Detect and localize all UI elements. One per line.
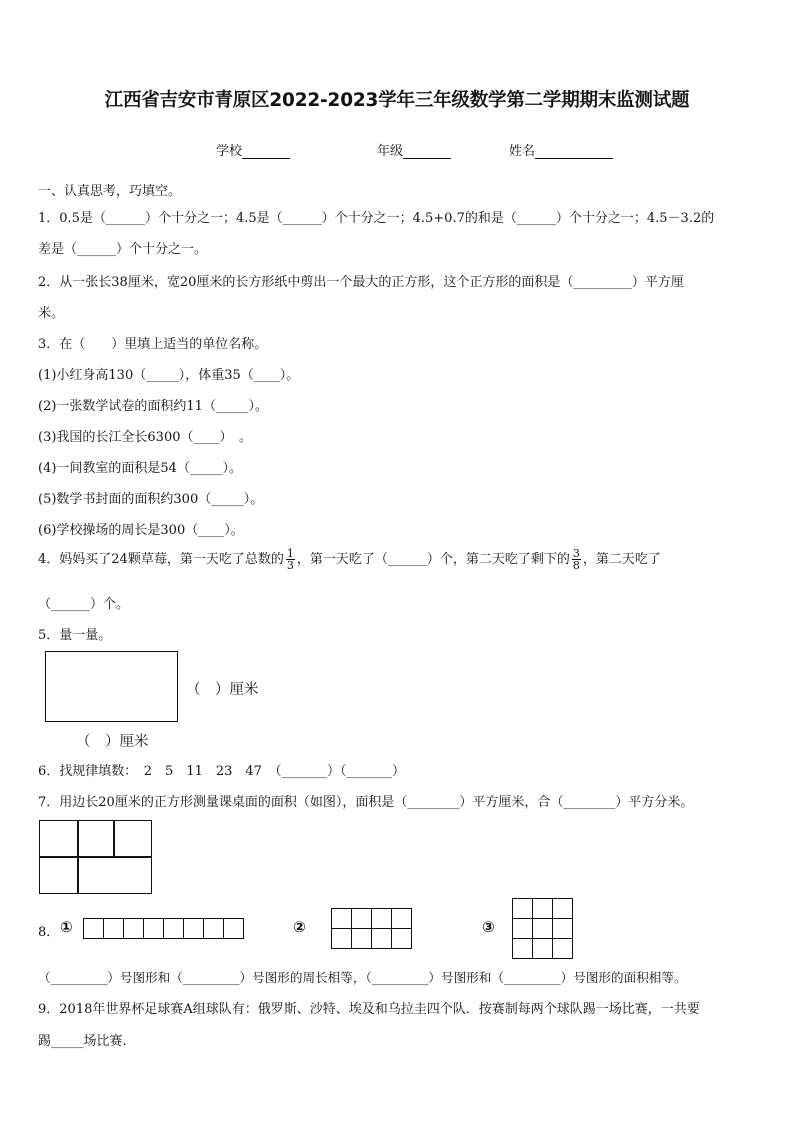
- figure-2-cell: [391, 928, 412, 949]
- question-4-line-1: [38, 548, 661, 571]
- question-7: 7．用边长20厘米的正方形测量课桌面的面积（如图），面积是（________）平方厘米，合（________）平方分米。: [38, 795, 694, 810]
- question-9-line-1: 9．2018年世界杯足球赛A组球队有：俄罗斯、沙特、埃及和乌拉圭四个队．按赛制每两个球队踢一场比赛，一共要: [38, 1002, 700, 1017]
- question-1-line-1: 1．0.5是（______）个十分之一；4.5是（______）个十分之一；4.5+0.7的和是（______）个十分之一；4.5－3.2的: [38, 211, 715, 226]
- rectangle-width-answer: （ ）厘米: [186, 682, 259, 698]
- figure-3-cell: [552, 898, 573, 919]
- figure-2-cell: [371, 928, 392, 949]
- fraction-denominator: 3: [286, 559, 294, 572]
- school-blank[interactable]: [242, 145, 290, 159]
- measuring-square: [77, 820, 115, 858]
- figure-2-cell: [351, 908, 372, 929]
- figure-1-cell: [123, 918, 144, 939]
- question-3-heading: 3．在（ ）里填上适当的单位名称。: [38, 337, 268, 352]
- name-label: 姓名: [509, 144, 536, 159]
- school-field: [216, 140, 290, 159]
- figure-1-cell: [103, 918, 124, 939]
- measure-rectangle: [45, 651, 178, 722]
- question-2-line-1: 2．从一张长38厘米，宽20厘米的长方形纸中剪出一个最大的正方形，这个正方形的面积是（_________）平方厘: [38, 275, 684, 290]
- unmeasured-area: [77, 856, 152, 894]
- figure-3-label: ③: [482, 918, 495, 936]
- figure-2-cell: [371, 908, 392, 929]
- question-3-item-6: (6)学校操场的周长是300（____）。: [38, 523, 244, 538]
- question-4-part-1: 4．妈妈买了24颗草莓，第一天吃了总数的: [38, 552, 284, 567]
- measuring-square: [113, 820, 152, 858]
- figure-3-cell: [512, 938, 533, 959]
- question-3-item-2: (2)一张数学试卷的面积约11（_____）。: [38, 399, 268, 414]
- name-blank[interactable]: [535, 145, 613, 159]
- figure-2-cell: [351, 928, 372, 949]
- figure-2-label: ②: [293, 918, 306, 936]
- question-9-line-2: 踢_____场比赛.: [38, 1034, 127, 1049]
- figure-3-cell: [552, 918, 573, 939]
- fraction-denominator: 8: [572, 559, 580, 572]
- figure-3-cell: [532, 898, 553, 919]
- question-5-heading: 5．量一量。: [38, 628, 112, 643]
- name-field: [509, 140, 613, 159]
- figure-3-cell: [512, 918, 533, 939]
- question-2-line-2: 米。: [38, 306, 65, 321]
- figure-1-cell: [203, 918, 224, 939]
- question-1-line-2: 差是（______）个十分之一。: [38, 242, 208, 257]
- measuring-square: [39, 856, 79, 894]
- figure-1-cell: [163, 918, 184, 939]
- figure-2-cell: [331, 908, 352, 929]
- question-3-item-3: (3)我国的长江全长6300（____） 。: [38, 430, 252, 445]
- grade-field: [377, 140, 451, 159]
- school-label: 学校: [216, 144, 243, 159]
- figure-2-cell: [391, 908, 412, 929]
- figure-1-label: ①: [60, 918, 73, 936]
- question-4-part-2: ，第一天吃了（______）个，第二天吃了剩下的: [296, 552, 570, 567]
- question-3-item-1: (1)小红身高130（_____），体重35（____）。: [38, 368, 300, 383]
- question-6: 6．找规律填数： 2 5 11 23 47 （_______）（_______）: [38, 764, 405, 779]
- measuring-square: [39, 820, 79, 858]
- page-title: 江西省吉安市青原区2022-2023学年三年级数学第二学期期末监测试题: [104, 90, 690, 111]
- section-heading: 一、认真思考，巧填空。: [38, 184, 182, 199]
- figure-1-cell: [183, 918, 204, 939]
- rectangle-length-answer: （ ）厘米: [76, 734, 149, 750]
- question-3-item-4: (4)一间教室的面积是54（_____）。: [38, 461, 242, 476]
- figure-1-cell: [143, 918, 164, 939]
- fraction-one-third: [286, 548, 295, 571]
- question-4-part-3: ，第二天吃了: [582, 552, 661, 567]
- figure-3-cell: [532, 918, 553, 939]
- question-3-item-5: (5)数学书封面的面积约300（_____）。: [38, 492, 264, 507]
- figure-3-cell: [512, 898, 533, 919]
- figure-3-cell: [552, 938, 573, 959]
- fraction-numerator: 3: [572, 547, 580, 560]
- figure-2-cell: [331, 928, 352, 949]
- figure-3-cell: [532, 938, 553, 959]
- question-4-line-2: （______）个。: [38, 597, 130, 612]
- fraction-numerator: 1: [286, 547, 294, 560]
- fraction-three-eighths: [572, 548, 581, 571]
- grade-label: 年级: [377, 144, 404, 159]
- figure-1-cell: [223, 918, 244, 939]
- figure-1-cell: [83, 918, 104, 939]
- question-8-number: 8．: [38, 925, 60, 940]
- question-8-answer-line: （_________）号图形和（_________）号图形的周长相等，（_________）号图形和（_________）号图形的面积相等。: [38, 970, 687, 985]
- grade-blank[interactable]: [403, 145, 451, 159]
